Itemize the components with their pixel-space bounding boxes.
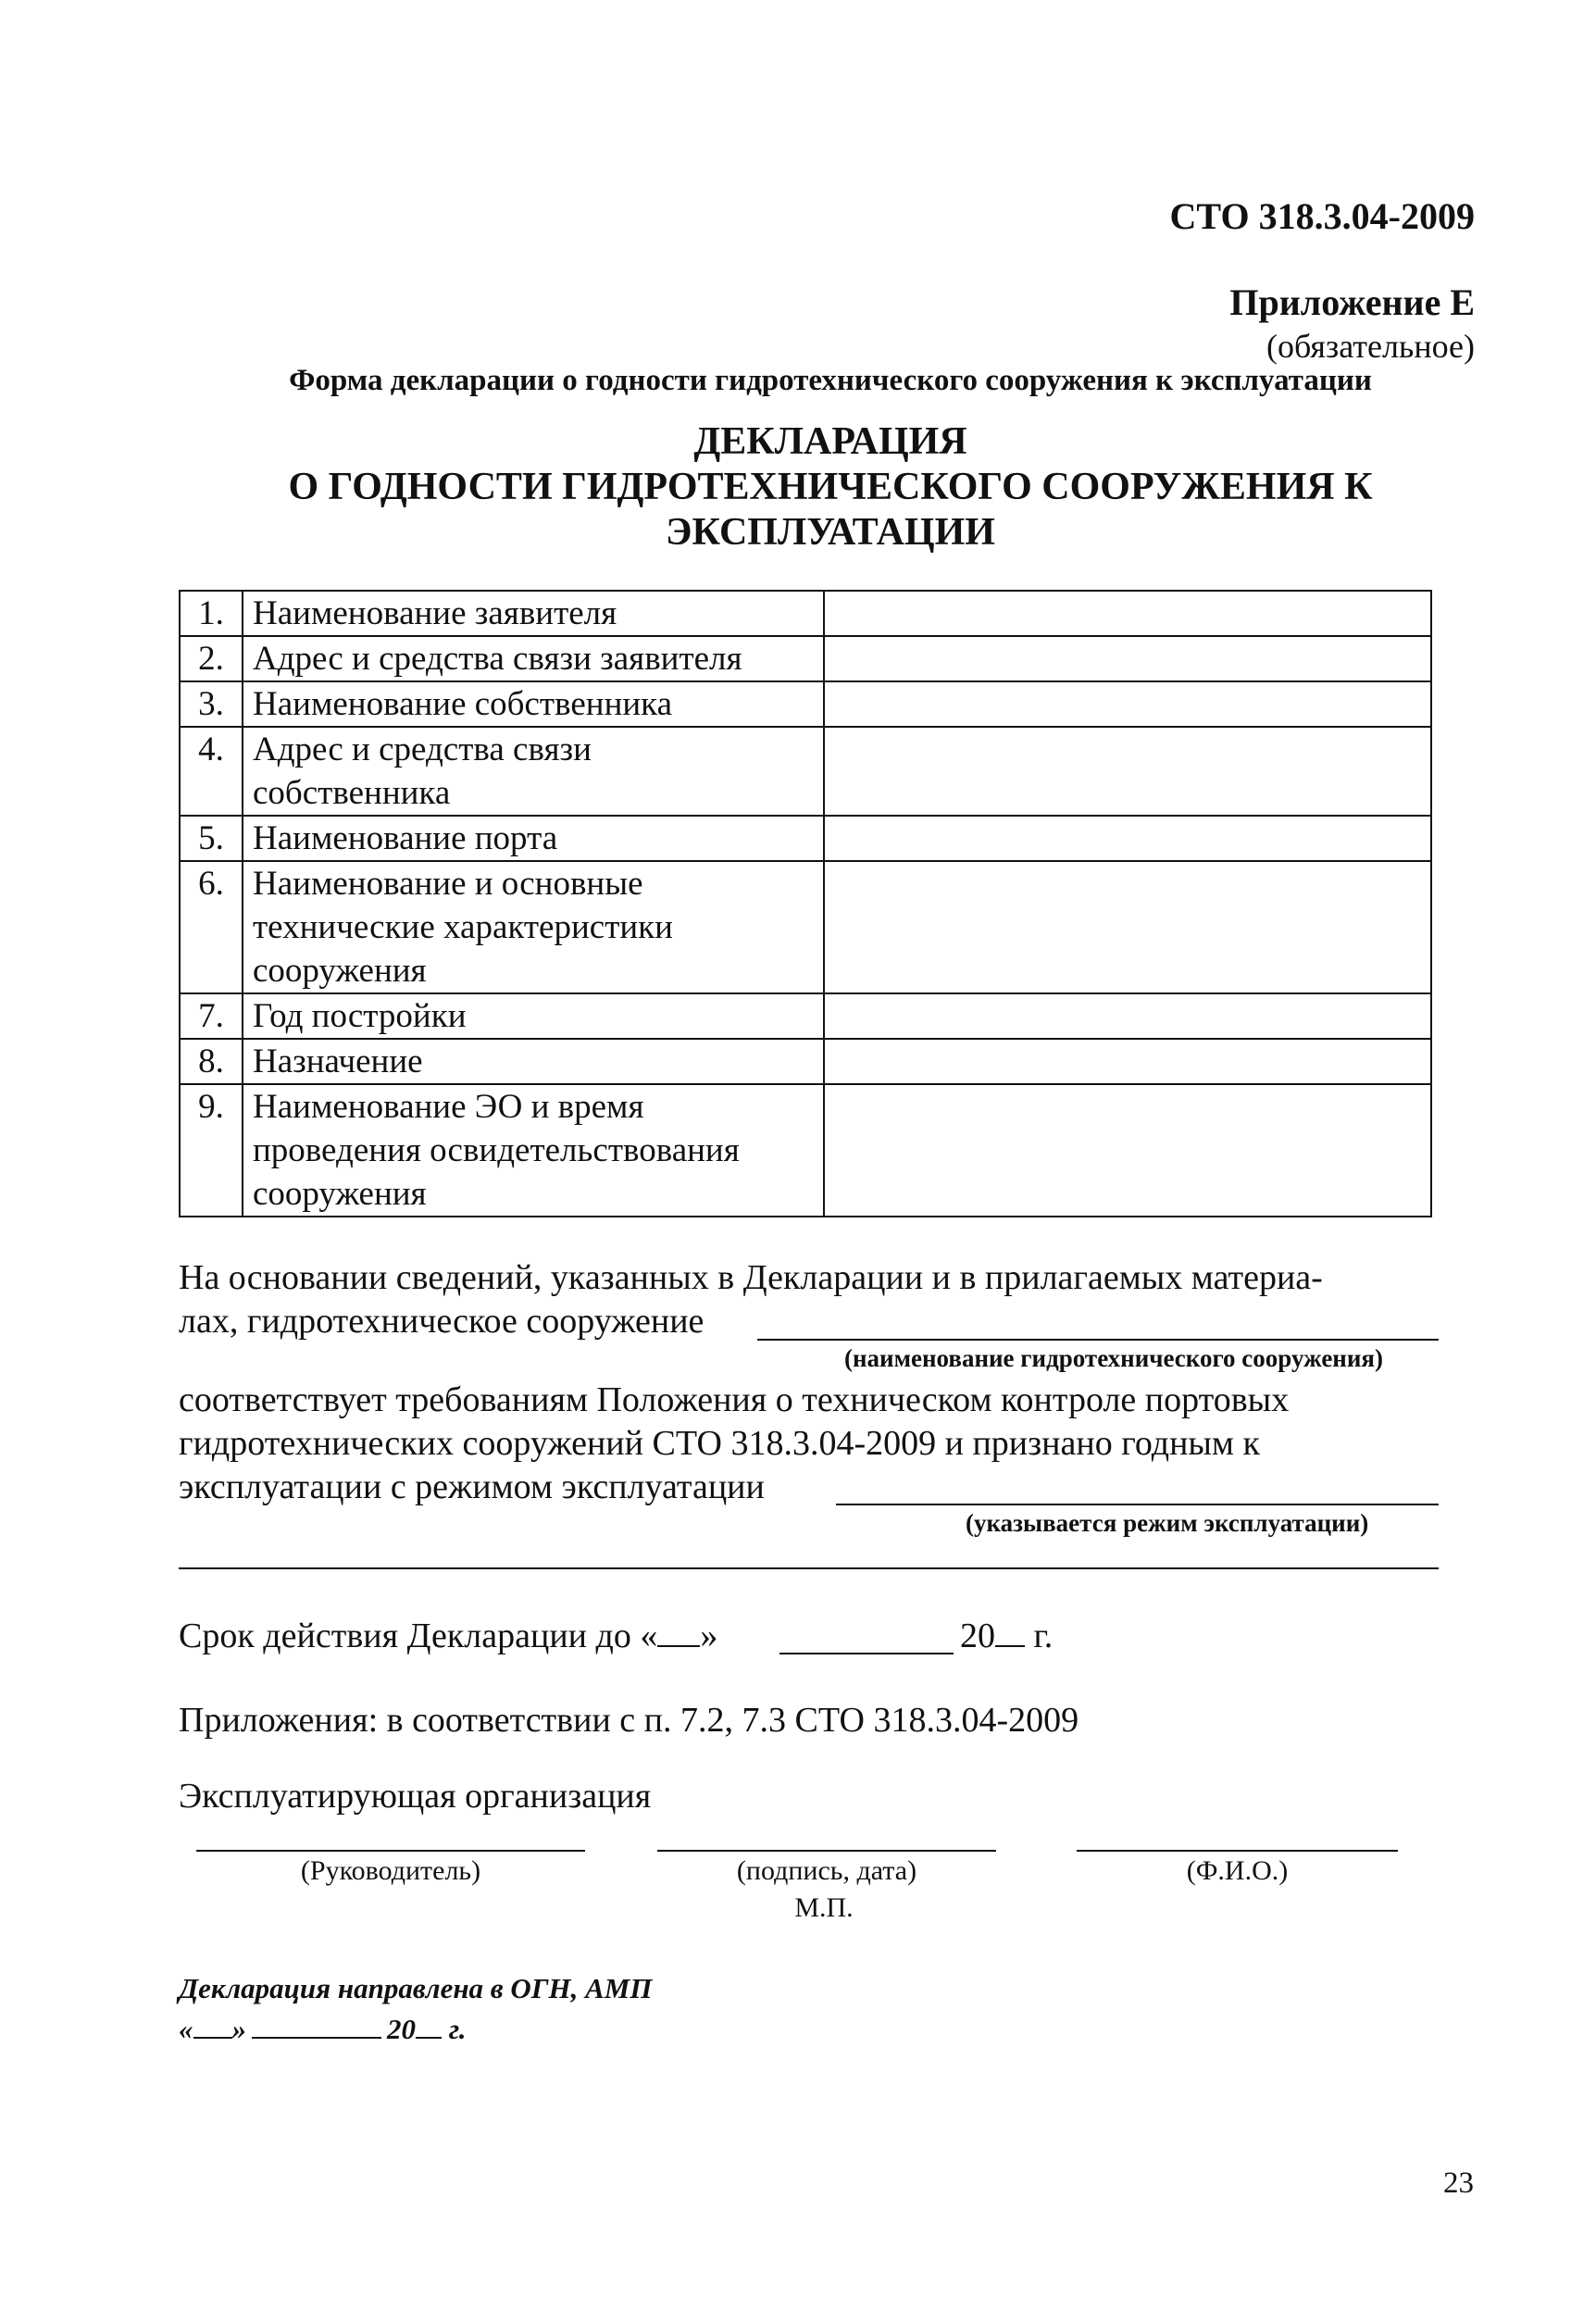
row-label-line: Наименование заявителя [253,594,617,632]
row-label-line: проведения освидетельствования [253,1131,740,1169]
row-value-field[interactable] [824,993,1431,1039]
body-line-1: На основании сведений, указанных в Декларации и в прилагаемых материа- [179,1258,1323,1297]
declaration-title-line-2: О ГОДНОСТИ ГИДРОТЕХНИЧЕСКОГО СООРУЖЕНИЯ К [288,466,1373,508]
operation-mode-continuation-blank[interactable] [179,1567,1439,1569]
body-line-4: гидротехнических сооружений СТО 318.3.04-2009 и признано годным к [179,1424,1260,1463]
row-value-field[interactable] [824,1084,1431,1217]
row-label [243,816,824,861]
row-number: 1. [180,591,243,636]
table-row [180,993,1431,1039]
body-line-2: лах, гидротехническое сооружение [179,1302,704,1341]
head-signature-blank[interactable] [196,1850,585,1852]
validity-year [960,1616,1053,1656]
row-label-line: Наименование собственника [253,685,673,723]
body-line-5: эксплуатации с режимом эксплуатации [179,1467,765,1506]
validity-prefix: Срок действия Декларации до « [179,1617,658,1655]
row-label-line: Адрес и средства связи заявителя [253,640,742,678]
validity-year-blank[interactable] [995,1645,1025,1647]
table-row [180,1039,1431,1084]
declaration-table-body [180,591,1431,1217]
row-number: 8. [180,1039,243,1084]
row-label-line: собственника [253,774,451,812]
sent-date-line [179,2013,467,2046]
row-value-field[interactable] [824,591,1431,636]
sent-to-label: Декларация направлена в ОГН, АМП [179,1972,653,2004]
row-value-field[interactable] [824,861,1431,993]
fio-caption: (Ф.И.О.) [1186,1855,1289,1886]
operator-label: Эксплуатирующая организация [179,1777,652,1816]
row-label-line: технические характеристики [253,908,673,946]
row-label-line: Назначение [253,1042,423,1080]
form-caption: Форма декларации о годности гидротехнического сооружения к эксплуатации [289,364,1372,397]
sent-month-blank[interactable] [252,2037,381,2039]
row-value-field[interactable] [824,1039,1431,1084]
row-number: 9. [180,1084,243,1217]
row-label-line: Наименование и основные [253,865,643,903]
row-label-line: Наименование порта [253,819,558,857]
operation-mode-caption: (указывается режим эксплуатации) [966,1509,1369,1537]
sent-year-blank[interactable] [416,2037,442,2039]
row-label-line: сооружения [253,1175,427,1213]
table-row [180,816,1431,861]
declaration-title-line-3: ЭКСПЛУАТАЦИИ [666,511,995,554]
declaration-title-line-1: ДЕКЛАРАЦИЯ [693,420,967,463]
table-row [180,681,1431,727]
sign-date-caption: (подпись, дата) [736,1855,917,1886]
appendix-title: Приложение Е [1229,281,1475,323]
sent-year-prefix: 20 [387,2013,416,2045]
table-row [180,591,1431,636]
row-value-field[interactable] [824,727,1431,816]
declaration-table [179,590,1432,1217]
row-number: 7. [180,993,243,1039]
row-number: 6. [180,861,243,993]
row-label [243,727,824,816]
fio-blank[interactable] [1077,1850,1398,1852]
table-row [180,727,1431,816]
row-label-line: Год постройки [253,997,467,1035]
validity-day-blank[interactable] [657,1645,700,1647]
sign-date-blank[interactable] [657,1850,996,1852]
row-label [243,861,824,993]
table-row [180,861,1431,993]
row-label-line: Адрес и средства связи [253,730,592,768]
sent-date-open: « [179,2013,193,2045]
body-line-3: соответствует требованиям Положения о техническом контроле портовых [179,1380,1290,1419]
table-row [180,636,1431,681]
validity-quote-close: » [700,1617,718,1655]
attachments-line: Приложения: в соответствии с п. 7.2, 7.3 СТО 318.3.04-2009 [179,1701,1079,1740]
row-number: 3. [180,681,243,727]
appendix-note: (обязательное) [1266,328,1475,365]
validity-line [179,1616,717,1656]
row-label-line: сооружения [253,952,427,990]
row-number: 2. [180,636,243,681]
row-number: 4. [180,727,243,816]
document-code: СТО 318.3.04-2009 [1169,195,1475,237]
row-label [243,1084,824,1217]
validity-year-suffix: г. [1033,1617,1054,1655]
head-caption: (Руководитель) [300,1855,481,1886]
page-number: 23 [1443,2166,1474,2200]
sent-date-close: » [231,2013,246,2045]
structure-name-blank[interactable] [757,1339,1439,1341]
operation-mode-blank[interactable] [836,1504,1439,1505]
row-value-field[interactable] [824,816,1431,861]
structure-name-caption: (наименование гидротехнического сооружения) [844,1344,1384,1372]
sent-year-suffix: г. [448,2013,467,2045]
row-value-field[interactable] [824,681,1431,727]
stamp-label: М.П. [794,1892,854,1923]
sent-day-blank[interactable] [193,2037,232,2039]
row-label [243,681,824,727]
validity-year-prefix: 20 [960,1617,995,1655]
declaration-title [0,419,1596,556]
validity-month-blank[interactable] [779,1653,954,1654]
row-label [243,591,824,636]
row-number: 5. [180,816,243,861]
row-value-field[interactable] [824,636,1431,681]
row-label [243,1039,824,1084]
row-label [243,636,824,681]
table-row [180,1084,1431,1217]
row-label [243,993,824,1039]
row-label-line: Наименование ЭО и время [253,1088,644,1126]
